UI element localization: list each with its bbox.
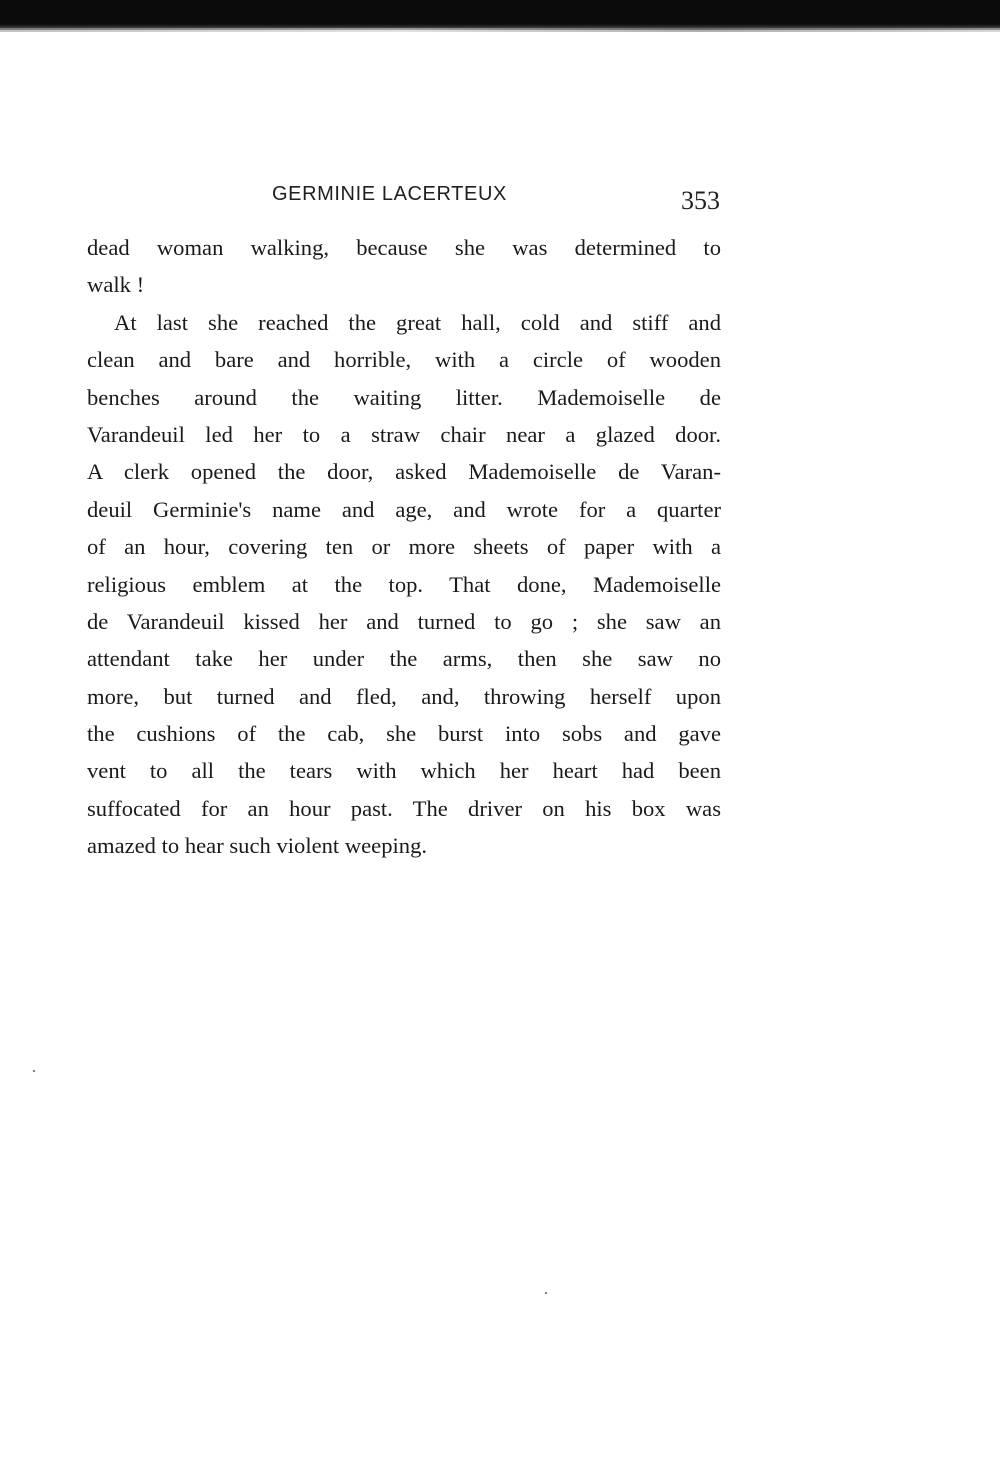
text-line: de Varandeuil kissed her and turned to go ; she saw an: [87, 608, 721, 634]
body-text: [87, 229, 721, 865]
text-line: At last she reached the great hall, cold and stiff and: [114, 309, 721, 335]
text-line: attendant take her under the arms, then she saw no: [87, 646, 721, 672]
scan-speck: [545, 1292, 547, 1294]
text-line: of an hour, covering ten or more sheets of paper with a: [87, 534, 721, 560]
scan-border-edge: [0, 28, 1000, 32]
text-line: more, but turned and fled, and, throwing herself upon: [87, 683, 721, 709]
running-head: [84, 180, 724, 220]
text-line: clean and bare and horrible, with a circle of wooden: [87, 347, 721, 373]
text-line: dead woman walking, because she was determined to: [87, 235, 721, 260]
text-line: the cushions of the cab, she burst into sobs and gave: [87, 721, 721, 747]
text-line: suffocated for an hour past. The driver on his box was: [87, 795, 721, 821]
text-line: walk !: [87, 272, 145, 298]
text-line: Varandeuil led her to a straw chair near a glazed door.: [87, 421, 721, 447]
scan-speck: [33, 1070, 35, 1072]
running-title: GERMINIE LACERTEUX: [272, 183, 507, 205]
scan-top-border: [0, 0, 1000, 30]
page-number: 353: [681, 186, 720, 215]
text-line: vent to all the tears with which her heart had been: [87, 758, 721, 784]
text-line: deuil Germinie's name and age, and wrote for a quarter: [87, 496, 721, 522]
text-line: religious emblem at the top. That done, Mademoiselle: [87, 571, 721, 597]
text-line: benches around the waiting litter. Mademoiselle de: [87, 384, 721, 410]
text-line: A clerk opened the door, asked Mademoiselle de Varan-: [87, 459, 721, 485]
text-line: amazed to hear such violent weeping.: [87, 833, 428, 859]
